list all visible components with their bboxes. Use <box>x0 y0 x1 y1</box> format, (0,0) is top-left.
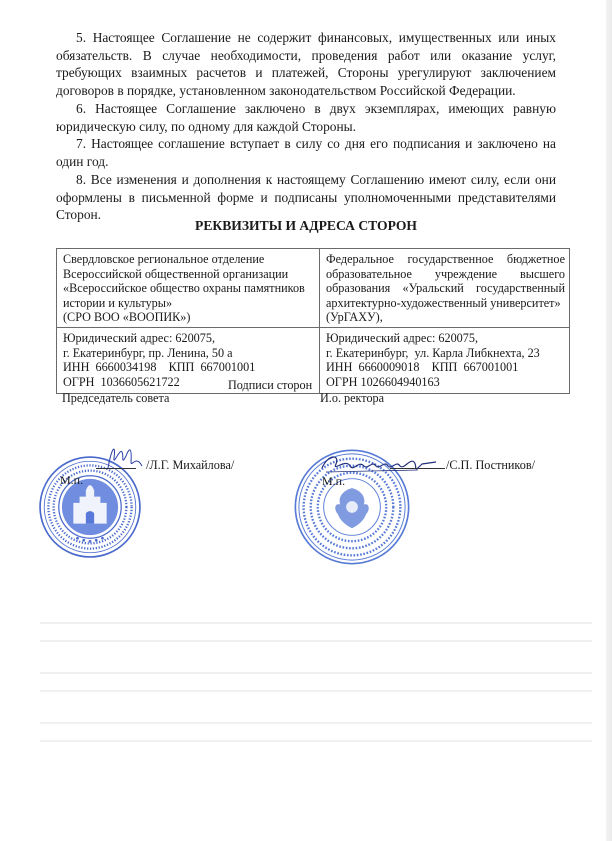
paragraph-5: 5. Настоящее Соглашение не содержит финансовых, имущественных или иных обязательств. В случае необходимости, проведения работ или оказание услуг, требующих взаимных расчетов и платежей, Стороны урегулируют заключением договоров в порядке, установленном законодательством Российской Федерации. <box>56 30 556 98</box>
postnikov-signature <box>318 452 438 476</box>
left-signer-name: /Л.Г. Михайлова/ <box>146 458 235 472</box>
requisites-table <box>56 248 570 394</box>
left-signature-line <box>96 468 136 469</box>
party-left-name-line: Всероссийской общественной организации <box>63 266 289 281</box>
party-right-ogrn: ОГРН 1026604940163 <box>326 374 440 389</box>
party-left-name-line: (СРО ВОО «ВООПИК») <box>63 310 191 325</box>
party-left-address-line: г. Екатеринбург, пр. Ленина, 50 а <box>63 345 233 360</box>
party-left-name-line: «Всероссийское общество охраны памятников <box>63 281 305 296</box>
party-left-name-line: Свердловское региональное отделение <box>63 252 265 266</box>
show-through-line <box>40 640 592 642</box>
page-edge <box>606 0 612 841</box>
party-left-name-line: истории и культуры» <box>63 295 173 310</box>
party-left-name <box>57 249 320 328</box>
right-seal-label: М.п. <box>322 474 346 488</box>
show-through-line <box>40 722 592 724</box>
right-signature-line <box>390 468 445 469</box>
party-left-ogrn: ОГРН 1036605621722 <box>63 374 180 389</box>
party-right-inn-kpp: ИНН 6660009018 КПП 667001001 <box>326 360 519 375</box>
party-right-address-line: Юридический адрес: 620075, <box>326 330 478 345</box>
party-right-name <box>320 249 570 328</box>
right-signer-name: /С.П. Постников/ <box>446 458 535 472</box>
show-through-line <box>40 622 592 624</box>
left-seal-label: М.п. <box>60 473 84 487</box>
paragraph-7: 7. Настоящее соглашение вступает в силу со дня его подписания и заключено на один год. <box>56 136 556 169</box>
show-through-line <box>40 672 592 674</box>
paragraph-6: 6. Настоящее Соглашение заключено в двух экземплярах, имеющих равную юридическую силу, по одному для каждой Стороны. <box>56 101 556 134</box>
party-right-address-line: г. Екатеринбург, ул. Карла Либкнехта, 23 <box>326 345 540 360</box>
party-right-address <box>320 327 570 393</box>
table-row-names <box>57 249 570 328</box>
requisites-heading: РЕКВИЗИТЫ И АДРЕСА СТОРОН <box>195 218 417 233</box>
table-row-addresses <box>57 327 570 393</box>
party-right-name-line: Федеральное государственное бюджетное образовательное учреждение высшего образования «Уральский государственный архитектурно-художественный университет» <box>326 252 565 310</box>
signatures-caption: Подписи сторон <box>228 378 313 392</box>
paragraph-8: 8. Все изменения и дополнения к настоящему Соглашению имеют силу, если они оформлены в письменной форме и подписаны уполномоченными представителями Сторон. <box>56 172 556 223</box>
party-right-name-line: (УрГАХУ), <box>326 310 383 325</box>
party-left-inn-kpp: ИНН 6660034198 КПП 667001001 <box>63 360 256 375</box>
right-signer-role: И.о. ректора <box>320 391 385 405</box>
left-signer-role: Председатель совета <box>62 391 170 405</box>
party-left-address-line: Юридический адрес: 620075, <box>63 330 215 345</box>
show-through-line <box>40 690 592 692</box>
show-through-line <box>40 740 592 742</box>
